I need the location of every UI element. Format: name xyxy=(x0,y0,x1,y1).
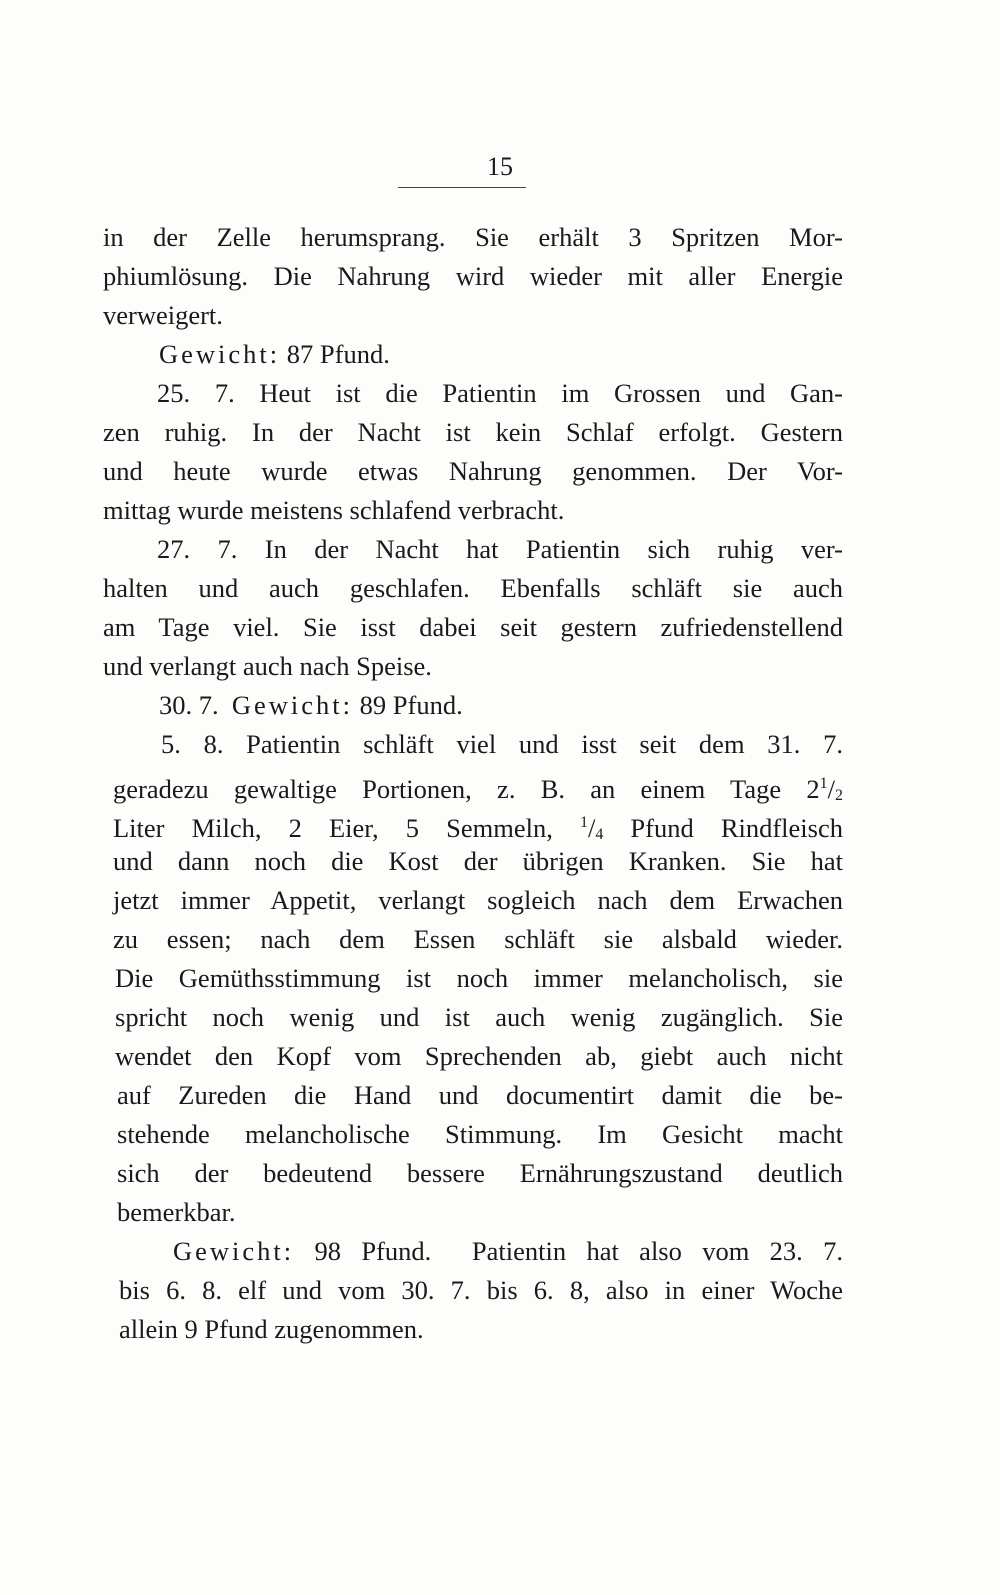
text-line: jetzt immer Appetit, verlangt sogleich nach dem Erwachen xyxy=(113,885,843,915)
weight-label: Gewicht: xyxy=(173,1236,295,1266)
text-line: allein 9 Pfund zugenommen. xyxy=(119,1314,424,1344)
weight-line xyxy=(103,686,843,725)
weight-value: 89 Pfund. xyxy=(353,690,463,720)
text-line: in der Zelle herumsprang. Sie erhält 3 Spritzen Mor- xyxy=(103,222,843,252)
text-line: mittag wurde meistens schlafend verbracht. xyxy=(103,495,565,525)
text-line: sich der bedeutend bessere Ernährungszustand deutlich xyxy=(117,1158,843,1188)
weight-value: 98 Pfund. Patientin hat also vom 23. 7. xyxy=(294,1236,843,1266)
text-line: 25. 7. Heut ist die Patientin im Grossen und Gan- xyxy=(157,378,843,408)
text-line: und heute wurde etwas Nahrung genommen. Der Vor- xyxy=(103,456,843,486)
text-line: verweigert. xyxy=(103,300,223,330)
weight-line xyxy=(103,335,843,374)
fraction-denominator: 2 xyxy=(835,787,843,804)
weight-line xyxy=(103,1232,843,1271)
text-line xyxy=(103,764,843,803)
weight-label: Gewicht: xyxy=(159,339,281,369)
text-line: und verlangt auch nach Speise. xyxy=(103,651,432,681)
text-line xyxy=(103,803,843,842)
fraction-numerator: 1 xyxy=(819,775,828,792)
text-line: Die Gemüthsstimmung ist noch immer melancholisch, sie xyxy=(115,963,843,993)
text-line: zu essen; nach dem Essen schläft sie alsbald wieder. xyxy=(113,924,843,954)
text-line: halten und auch geschlafen. Ebenfalls schläft sie auch xyxy=(103,573,843,603)
line-text: Pfund Rindfleisch xyxy=(603,813,843,843)
text-line: auf Zureden die Hand und documentirt damit die be- xyxy=(117,1080,843,1110)
text-line: spricht noch wenig und ist auch wenig zugänglich. Sie xyxy=(115,1002,843,1032)
text-line: phiumlösung. Die Nahrung wird wieder mit aller Energie xyxy=(103,261,843,291)
text-line: bis 6. 8. elf und vom 30. 7. bis 6. 8, also in einer Woche xyxy=(119,1275,843,1305)
fraction: $^1/_4$ xyxy=(579,813,604,843)
line-text: geradezu gewaltige Portionen, z. B. an einem Tage 2 xyxy=(113,774,820,804)
text-line: 5. 8. Patientin schläft viel und isst seit dem 31. 7. xyxy=(161,729,843,759)
text-line: 27. 7. In der Nacht hat Patientin sich ruhig ver- xyxy=(157,534,843,564)
text-line: wendet den Kopf vom Sprechenden ab, giebt auch nicht xyxy=(115,1041,843,1071)
line-text: Liter Milch, 2 Eier, 5 Semmeln, xyxy=(113,813,580,843)
page-number: 15 xyxy=(487,152,513,181)
date-prefix: 30. 7. xyxy=(159,690,232,720)
weight-value: 87 Pfund. xyxy=(280,339,390,369)
body-text xyxy=(103,218,843,1349)
text-line: und dann noch die Kost der übrigen Kranken. Sie hat xyxy=(113,846,843,876)
fraction: $^1/_2$ xyxy=(819,774,843,804)
page-header xyxy=(0,152,1000,182)
fraction-denominator: 4 xyxy=(595,826,604,843)
weight-label: Gewicht: xyxy=(231,690,354,720)
fraction-numerator: 1 xyxy=(579,814,588,831)
text-line: zen ruhig. In der Nacht ist kein Schlaf erfolgt. Gestern xyxy=(103,417,843,447)
text-line: am Tage viel. Sie isst dabei seit gestern zufriedenstellend xyxy=(103,612,843,642)
text-line: bemerkbar. xyxy=(117,1197,236,1227)
header-rule xyxy=(398,187,526,188)
text-line: stehende melancholische Stimmung. Im Gesicht macht xyxy=(117,1119,843,1149)
